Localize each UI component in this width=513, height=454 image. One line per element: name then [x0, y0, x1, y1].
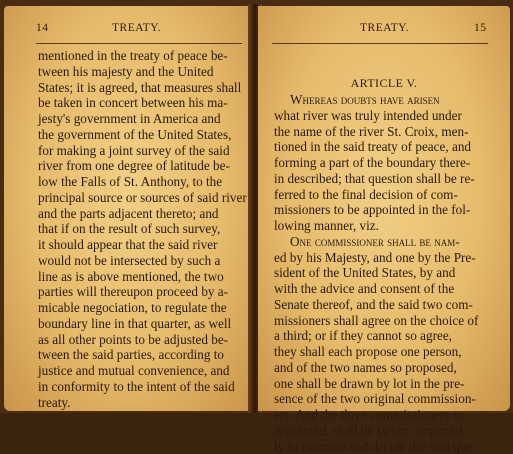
- text-line: would not be intersected by such a: [38, 253, 247, 269]
- page-number: 15: [474, 22, 487, 34]
- text-line: ed by his Majesty, and one by the Pre-: [274, 250, 478, 266]
- text-line: with the advice and consent of the: [274, 281, 478, 297]
- text-line: One commissioner shall be nam-: [274, 234, 478, 250]
- text-line: States; it is agreed, that measures shall: [38, 80, 247, 96]
- text-line: ers. And the three commissioners so: [274, 407, 478, 423]
- text-line: sident of the United States, by and: [274, 265, 478, 281]
- text-line: and the parts adjacent thereto; and: [38, 206, 247, 222]
- text-line: ferred to the final decision of com-: [274, 187, 478, 203]
- text-line: the government of the United States,: [38, 127, 247, 143]
- text-line: tween his majesty and the United: [38, 64, 247, 80]
- header-rule: [272, 43, 488, 44]
- text-line: treaty.: [38, 395, 247, 411]
- body-text: [274, 92, 478, 454]
- text-line: a third; or if they cannot so agree,: [274, 328, 478, 344]
- text-line: forming a part of the boundary there-: [274, 155, 478, 171]
- text-line: they shall each propose one person,: [274, 344, 478, 360]
- text-line: Senate thereof, and the said two com-: [274, 297, 478, 313]
- text-line: as all other points to be adjusted be-: [38, 332, 247, 348]
- body-text: [38, 48, 247, 410]
- text-line: in conformity to the intent of the said: [38, 379, 247, 395]
- article-heading: ARTICLE V.: [258, 76, 510, 91]
- text-line: micable negociation, to regulate the: [38, 300, 247, 316]
- text-line: jesty's government in America and: [38, 111, 247, 127]
- text-line: in described; that question shall be re-: [274, 171, 478, 187]
- text-line: sence of the two original commission-: [274, 391, 478, 407]
- text-line: boundary line in that quarter, as well: [38, 316, 247, 332]
- text-line: missioners to be appointed in the fol-: [274, 202, 478, 218]
- header-rule: [36, 43, 242, 44]
- text-line: tioned in the said treaty of peace, and: [274, 139, 478, 155]
- text-line: one shall be drawn by lot in the pre-: [274, 376, 478, 392]
- page-number: 14: [36, 22, 49, 34]
- text-line: justice and mutual convenience, and: [38, 363, 247, 379]
- text-line: tween the said parties, according to: [38, 347, 247, 363]
- right-page: [258, 6, 510, 411]
- running-head: TREATY.: [360, 22, 409, 34]
- text-line: it should appear that the said river: [38, 237, 247, 253]
- left-page: [4, 6, 252, 411]
- running-head: TREATY.: [112, 22, 161, 34]
- text-line: ly to examine and decide the said que-: [274, 439, 478, 454]
- text-line: lowing manner, viz.: [274, 218, 478, 234]
- text-line: mentioned in the treaty of peace be-: [38, 48, 247, 64]
- text-line: parties will thereupon proceed by a-: [38, 284, 247, 300]
- text-line: the name of the river St. Croix, men-: [274, 124, 478, 140]
- text-line: be taken in concert between his ma-: [38, 95, 247, 111]
- text-line: appointed, shall be sworn, impartial-: [274, 423, 478, 439]
- text-line: missioners shall agree on the choice of: [274, 313, 478, 329]
- text-line: principal source or sources of said river: [38, 190, 247, 206]
- text-line: what river was truly intended under: [274, 108, 478, 124]
- text-line: Whereas doubts have arisen: [274, 92, 478, 108]
- text-line: that if on the result of such survey,: [38, 221, 247, 237]
- text-line: low the Falls of St. Anthony, to the: [38, 174, 247, 190]
- text-line: line as is above mentioned, the two: [38, 269, 247, 285]
- text-line: for making a joint survey of the said: [38, 143, 247, 159]
- text-line: and of the two names so proposed,: [274, 360, 478, 376]
- text-line: river from one degree of latitude be-: [38, 158, 247, 174]
